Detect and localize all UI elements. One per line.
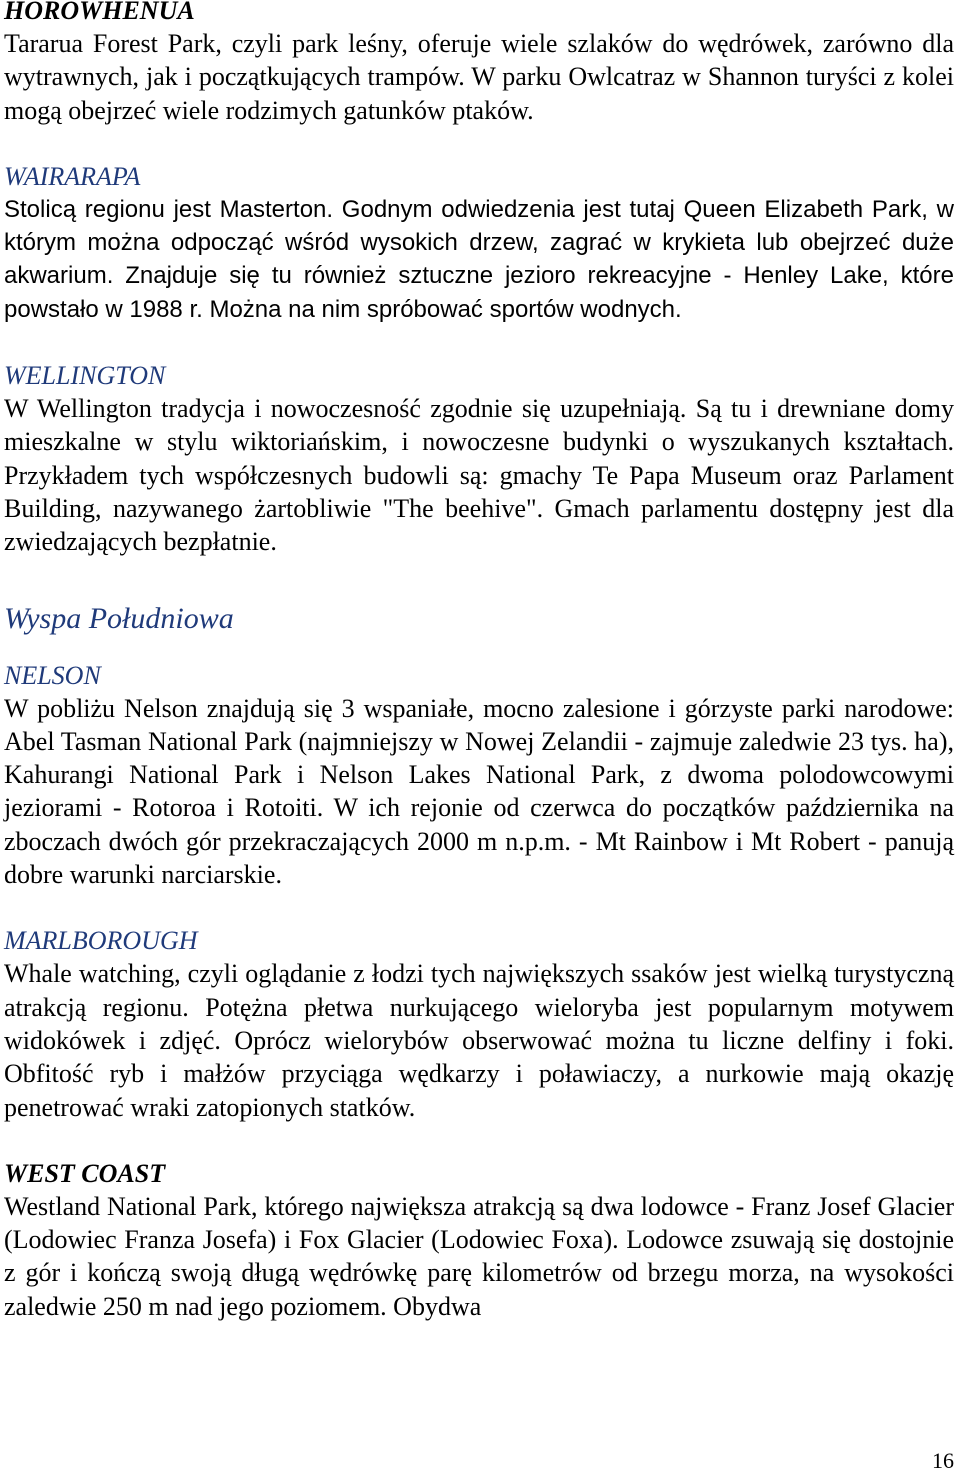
section-heading-south-island: Wyspa Południowa — [4, 601, 234, 635]
section-heading-west-coast: WEST COAST — [4, 1158, 166, 1188]
spacer — [4, 1124, 954, 1157]
section-heading-wairarapa: WAIRARAPA — [4, 161, 141, 191]
page-number: 16 — [932, 1448, 954, 1473]
section-heading-wellington: WELLINGTON — [4, 361, 166, 391]
spacer — [4, 891, 954, 924]
section-text-west-coast: Westland National Park, którego największa atrakcją są dwa lodowce - Franz Josef Glacier (Lodowiec Franza Josefa) i Fox Glacier (Lodowiec Foxa). Lodowce zsuwają się dostojnie z gór i kończą swoją długą wędrówkę parę kilometrów od brzegu morza, na wysokości zaledwie 250 m nad jego poziomem. Obydwa — [4, 1191, 954, 1321]
spacer — [4, 559, 954, 599]
section-heading-marlborough: MARLBOROUGH — [4, 926, 198, 956]
spacer — [4, 639, 954, 659]
document-page — [4, 0, 954, 1323]
section-heading-horowhenua: HOROWHENUA — [4, 0, 195, 25]
section-text-wairarapa: Stolicą regionu jest Masterton. Godnym odwiedzenia jest tutaj Queen Elizabeth Park, w którym można odpocząć wśród wysokich drzew, zagrać w krykieta lub obejrzeć duże akwarium. Znajduje się tu również sztuczne jezioro rekreacyjne - Henley Lake, które powstało w 1988 r. Można na nim spróbować sportów wodnych. — [4, 195, 954, 323]
section-text-marlborough: Whale watching, czyli oglądanie z łodzi tych największych ssaków jest wielką turystyczną atrakcją regionu. Potężna płetwa nurkującego wieloryba jest popularnym motywem widokówek i zdjęć. Oprócz wielorybów obserwować można tu liczne delfiny i foki. Obfitość ryb i małżów przyciąga wędkarzy i poławiaczy, a nurkowie mają okazję penetrować wraki zatopionych statków. — [4, 959, 954, 1122]
section-text-horowhenua: Tararua Forest Park, czyli park leśny, oferuje wiele szlaków do wędrówek, zarówno dla wytrawnych, jak i początkujących trampów. W parku Owlcatraz w Shannon turyści z kolei mogą obejrzeć wiele rodzimych gatunków ptaków. — [4, 29, 954, 125]
spacer — [4, 326, 954, 359]
section-text-nelson: W pobliżu Nelson znajdują się 3 wspaniałe, mocno zalesione i górzyste parki narodowe: Abel Tasman National Park (najmniejszy w Nowej Zelandii - zajmuje zaledwie 23 tys. ha), Kahurangi National Park i Nelson Lakes National Park, z dwoma polodowcowymi jeziorami - Rotoroa i Rotoiti. W ich rejonie od czerwca do początków października na zboczach dwóch gór przekraczających 2000 m n.p.m. - Mt Rainbow i Mt Robert - panują dobre warunki narciarskie. — [4, 693, 954, 890]
spacer — [4, 127, 954, 160]
section-heading-nelson: NELSON — [4, 660, 101, 690]
section-text-wellington: W Wellington tradycja i nowoczesność zgodnie się uzupełniają. Są tu i drewniane domy mieszkalne w stylu wiktoriańskim, i nowoczesne budynki o wyszukanych kształtach. Przykładem tych współczesnych budowli są: gmachy Te Papa Museum oraz Parlament Building, nazywanego żartobliwie "The beehive". Gmach parlamentu dostępny jest dla zwiedzających bezpłatnie. — [4, 394, 954, 557]
